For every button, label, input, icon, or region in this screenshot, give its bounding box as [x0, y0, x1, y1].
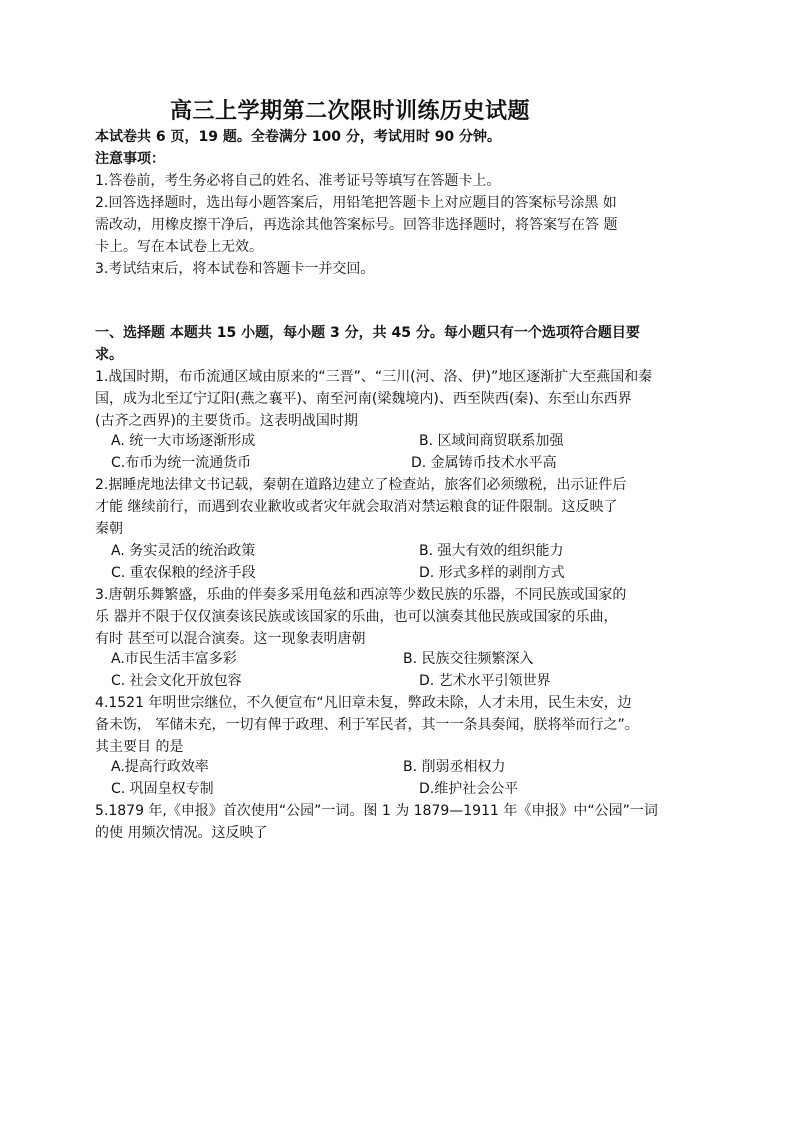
question-2-stem: 才能 继续前行，而遇到农业歉收或者灾年就会取消对禁运粮食的证件限制。这反映了	[95, 499, 618, 515]
question-1-stem: 1.战国时期，布币流通区域由原来的“三晋”、“三川(河、洛、伊)”地区逐渐扩大至燕国和秦	[95, 369, 653, 385]
notice-line: 2.回答选择题时，选出每小题答案后，用铅笔把答题卡上对应题目的答案标号涂黑 如	[95, 195, 617, 211]
question-4-option-c: C. 巩固皇权专制	[111, 781, 214, 797]
question-2-option-d: D. 形式多样的剥削方式	[419, 565, 565, 581]
question-5-stem: 的使 用频次情况。这反映了	[95, 825, 268, 841]
exam-intro: 本试卷共 6 页，19 题。全卷满分 100 分，考试用时 90 分钟。	[95, 129, 502, 145]
section-heading: 一、选择题 本题共 15 小题，每小题 3 分，共 45 分。每小题只有一个选项符合题目要	[95, 325, 640, 341]
question-1-option-c: C.布币为统一流通货币	[111, 455, 252, 471]
notice-line: 卡上。写在本试卷上无效。	[95, 239, 263, 255]
question-1-option-b: B. 区域间商贸联系加强	[419, 433, 564, 449]
question-1-stem: (古齐之西界)的主要货币。这表明战国时期	[95, 413, 358, 429]
question-1-option-d: D. 金属铸币技术水平高	[411, 455, 557, 471]
question-2-option-c: C. 重农保粮的经济手段	[111, 565, 256, 581]
question-2-option-a: A. 务实灵活的统治政策	[111, 543, 256, 559]
question-3-stem: 乐 器并不限于仅仅演奏该民族或该国家的乐曲，也可以演奏其他民族或国家的乐曲，	[95, 609, 618, 625]
question-3-stem: 有时 甚至可以混合演奏。这一现象表明唐朝	[95, 631, 366, 647]
question-2-stem: 2.据睡虎地法律文书记载，秦朝在道路边建立了检查站，旅客们必须缴税，出示证件后	[95, 477, 627, 493]
question-2-stem: 秦朝	[95, 521, 123, 537]
notice-line: 3.考试结束后，将本试卷和答题卡一并交回。	[95, 261, 375, 277]
section-heading-cont: 求。	[95, 347, 123, 363]
question-3-option-a: A.市民生活丰富多彩	[111, 651, 237, 667]
question-3-option-b: B. 民族交往频繁深入	[403, 651, 534, 667]
question-3-option-d: D. 艺术水平引领世界	[419, 673, 551, 689]
question-1-option-a: A. 统一大市场逐渐形成	[111, 433, 256, 449]
question-2-option-b: B. 强大有效的组织能力	[419, 543, 564, 559]
question-4-option-b: B. 削弱丞相权力	[403, 759, 506, 775]
question-4-option-a: A.提高行政效率	[111, 759, 209, 775]
notice-line: 1.答卷前，考生务必将自己的姓名、准考证号等填写在答题卡上。	[95, 173, 501, 189]
notice-heading: 注意事项：	[95, 151, 165, 167]
question-3-stem: 3.唐朝乐舞繁盛，乐曲的伴奏多采用龟兹和西凉等少数民族的乐器，不同民族或国家的	[95, 587, 627, 603]
notice-line: 需改动，用橡皮擦干净后，再选涂其他答案标号。回答非选择题时，将答案写在答 题	[95, 217, 618, 233]
exam-title: 高三上学期第二次限时训练历史试题	[170, 99, 531, 124]
question-4-option-d: D.维护社会公平	[419, 781, 519, 797]
question-4-stem: 其主要目 的是	[95, 739, 184, 755]
question-5-stem: 5.1879 年,《申报》首次使用“公园”一词。图 1 为 1879—1911 年《申报》中“公园”一词	[95, 803, 658, 819]
question-3-option-c: C. 社会文化开放包容	[111, 673, 242, 689]
question-4-stem: 备未饬， 军储未充，一切有俾于政理、利于军民者，其一一条具奏闻，朕将举而行之”。	[95, 717, 639, 733]
question-1-stem: 国，成为北至辽宁辽阳(燕之襄平)、南至河南(梁魏境内)、西至陕西(秦)、东至山东西界	[95, 391, 632, 407]
question-4-stem: 4.1521 年明世宗继位，不久便宣布“凡旧章未复，弊政未除，人才未用，民生未安，边	[95, 695, 632, 711]
